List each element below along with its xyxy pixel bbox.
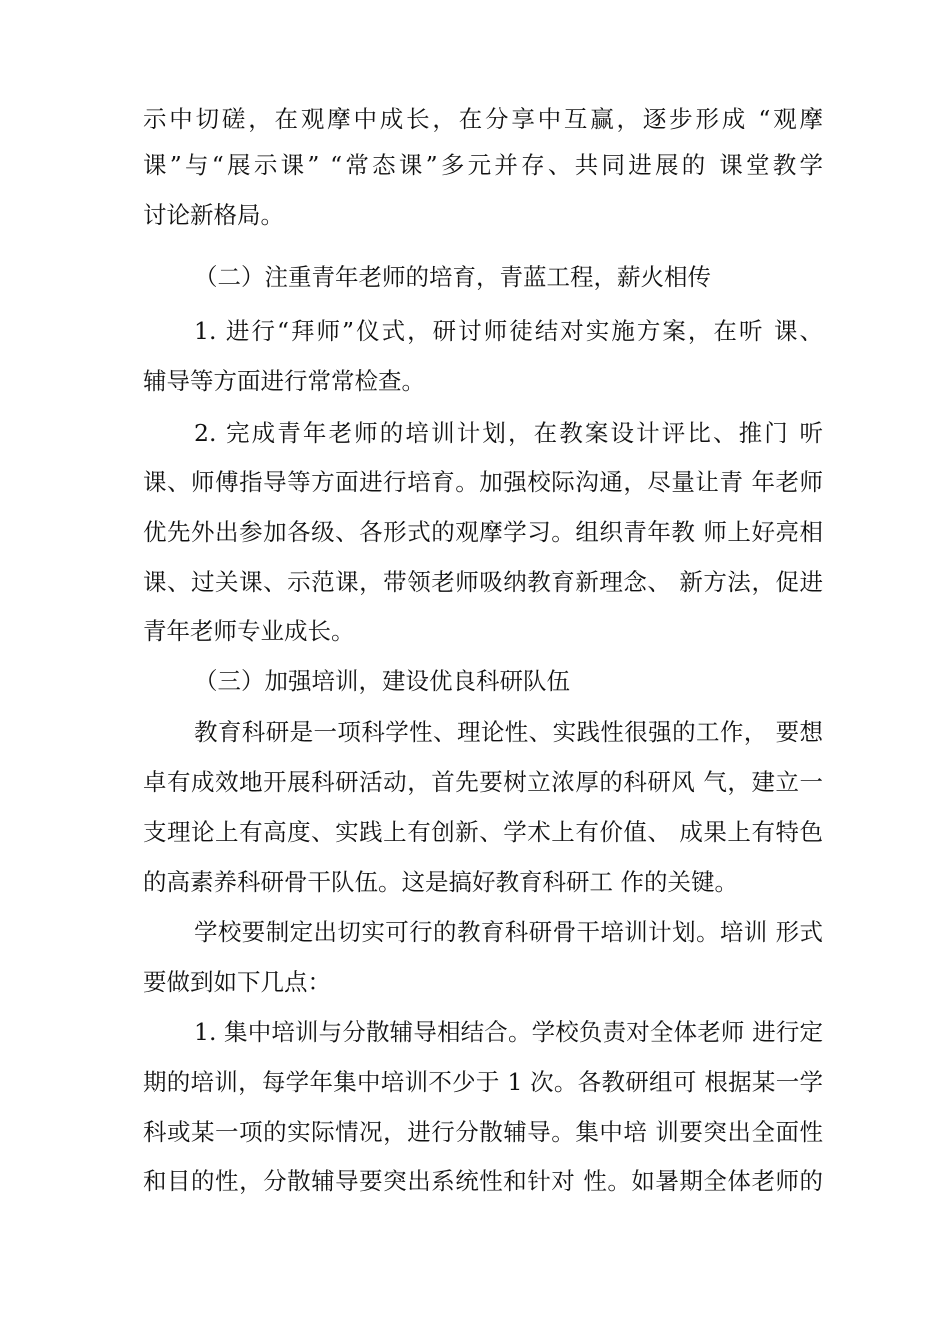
body-text-line: 辅导等方面进行常常检查。 <box>143 367 425 395</box>
body-text-line: 课、师傅指导等方面进行培育。加强校际沟通，尽量让青 年老师 <box>143 468 823 496</box>
body-text-line: 科或某一项的实际情况，进行分散辅导。集中培 训要突出全面性 <box>143 1118 823 1146</box>
body-text-line: 课、过关课、示范课，带领老师吸纳教育新理念、 新方法，促进 <box>143 568 823 596</box>
list-item-1: 1. 集中培训与分散辅导相结合。学校负责对全体老师 进行定 <box>194 1018 823 1046</box>
body-text-line: 课”与“展示课” “常态课”多元并存、共同进展的 课堂教学 <box>143 151 823 179</box>
paragraph-start: 学校要制定出切实可行的教育科研骨干培训计划。培训 形式 <box>194 918 823 946</box>
body-text-line: 要做到如下几点： <box>143 968 331 996</box>
body-text-line: 支理论上有高度、实践上有创新、学术上有价值、 成果上有特色 <box>143 818 823 846</box>
paragraph-start: 教育科研是一项科学性、理论性、实践性很强的工作， 要想 <box>194 718 823 746</box>
body-text-line: 青年老师专业成长。 <box>143 617 355 645</box>
body-text-line: 卓有成效地开展科研活动，首先要树立浓厚的科研风 气，建立一 <box>143 768 823 796</box>
body-text-line: 期的培训，每学年集中培训不少于 1 次。各教研组可 根据某一学 <box>143 1068 823 1096</box>
body-text-line: 和目的性，分散辅导要突出系统性和针对 性。如暑期全体老师的 <box>143 1167 823 1195</box>
section-heading-2: （二）注重青年老师的培育，青蓝工程，薪火相传 <box>194 263 711 291</box>
body-text-line: 讨论新格局。 <box>143 201 284 229</box>
body-text-line: 示中切磋，在观摩中成长，在分享中互赢，逐步形成 “观摩 <box>143 105 823 133</box>
list-item-1: 1. 进行“拜师”仪式，研讨师徒结对实施方案，在听 课、 <box>194 317 823 345</box>
list-item-2: 2. 完成青年老师的培训计划，在教案设计评比、推门 听 <box>194 419 823 447</box>
body-text-line: 的高素养科研骨干队伍。这是搞好教育科研工 作的关键。 <box>143 868 738 896</box>
body-text-line: 优先外出参加各级、各形式的观摩学习。组织青年教 师上好亮相 <box>143 518 823 546</box>
section-heading-3: （三）加强培训，建设优良科研队伍 <box>194 667 570 695</box>
